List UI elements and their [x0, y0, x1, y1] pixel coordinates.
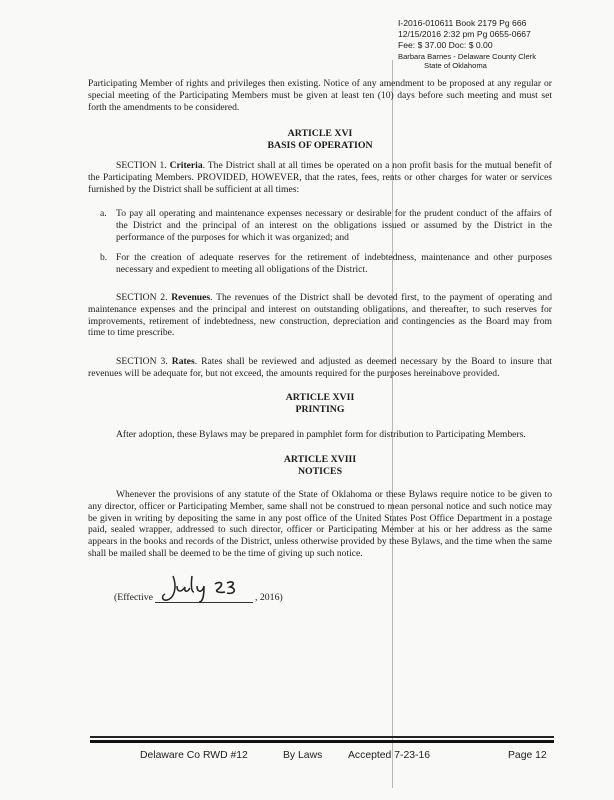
section-3-term: Rates — [171, 356, 195, 367]
footer-divider-thick — [90, 740, 554, 743]
article-18-subtitle: NOTICES — [297, 466, 343, 477]
footer-doc: By Laws — [283, 750, 323, 761]
recording-stamp — [398, 18, 558, 70]
section-1-text: . The District shall at all times be operated on a non profit basis for the mutual benefit of the Participating Members. PROVIDED, HOWEVER, that the rates, fees, rents or other charges for water or services furnished by the District shall be sufficient at all times: — [88, 160, 552, 195]
article-18-text: Whenever the provisions of any statute of the State of Oklahoma or these Bylaws require notice to be given to any director, officer or Participating Member, same shall not be construed to mean personal notice and such notice may be given in writing by depositing the same in any post office of the United States Post Office Department in a postage paid, sealed wrapper, addressed to such director, officer or Participating Member at his or her address as the same appears in the books and records of the District, unless otherwise provided by these Bylaws, and the time when the same shall be mailed shall be deemed to be the time of giving up such notice. — [88, 489, 552, 559]
article-17-title: ARTICLE XVII — [285, 392, 355, 403]
list-item-text: For the creation of adequate reserves for the retirement of indebtedness, maintenance and other purposes necessary and expedient to meeting all obligations of the District. — [116, 252, 552, 275]
section-3-text: . Rates shall be reviewed and adjusted as deemed necessary by the Board to insure that revenues will be adequate for, but not exceed, the amounts required for the purposes hereinabove provided. — [88, 356, 553, 379]
list-item — [100, 252, 552, 276]
stamp-clerk: Barbara Barnes - Delaware County Clerk — [398, 52, 537, 61]
section-3-label: SECTION 3. — [116, 356, 168, 367]
section-1-label: SECTION 1. — [116, 160, 167, 171]
intro-paragraph: Participating Member of rights and privileges then existing. Notice of any amendment to be proposed at any regular or special meeting of the Participating Members must be given at least ten (10) days before such meeting and must set forth the amendments to be considered. — [88, 78, 552, 113]
article-16-section-3 — [88, 356, 552, 380]
effective-date-line — [114, 578, 283, 603]
section-2-text: . The revenues of the District shall be devoted first, to the payment of operating and maintenance expenses and the principal and interest on outstanding obligations, and thereafter, to such reserves for improvements, retirement of indebtedness, new construction, depreciation and contingencies as the Board may from time to time prescribe. — [88, 292, 552, 339]
article-16-section-2 — [88, 292, 552, 339]
handwritten-date — [155, 578, 253, 603]
footer-divider — [90, 736, 554, 738]
effective-suffix: , 2016) — [254, 592, 283, 603]
list-item-letter: a. — [100, 208, 107, 219]
handwritten-date-mark — [159, 572, 251, 604]
stamp-line-3: Fee: $ 37.00 Doc: $ 0.00 — [398, 40, 493, 50]
footer-page-number: Page 12 — [508, 750, 547, 761]
article-16-subtitle: BASIS OF OPERATION — [267, 140, 373, 151]
article-17-text: After adoption, these Bylaws may be prepared in pamphlet form for distribution to Participating Members. — [116, 429, 526, 440]
footer-accepted: Accepted 7-23-16 — [348, 750, 431, 761]
stamp-line-2: 12/15/2016 2:32 pm Pg 0655-0667 — [398, 29, 531, 39]
list-item-letter: b. — [100, 252, 108, 263]
stamp-state: State of Oklahoma — [424, 61, 487, 70]
article-16-section-1 — [88, 160, 552, 195]
stamp-line-1: I-2016-010611 Book 2179 Pg 666 — [398, 18, 527, 28]
article-17-subtitle: PRINTING — [295, 404, 345, 415]
effective-prefix: (Effective — [114, 592, 153, 603]
section-2-label: SECTION 2. — [116, 292, 168, 303]
article-18-title: ARTICLE XVIII — [283, 454, 357, 465]
list-item — [100, 208, 552, 243]
section-1-term: Criteria — [169, 160, 203, 171]
article-16-title: ARTICLE XVI — [287, 128, 353, 139]
section-2-term: Revenues — [171, 292, 211, 303]
list-item-text: To pay all operating and maintenance expenses necessary or desirable for the prudent conduct of the affairs of the District and the principal of an interest on the obligations issued or assumed by the District in the performance of the purposes for which it was organized; and — [116, 208, 552, 243]
footer-org: Delaware Co RWD #12 — [140, 750, 248, 761]
